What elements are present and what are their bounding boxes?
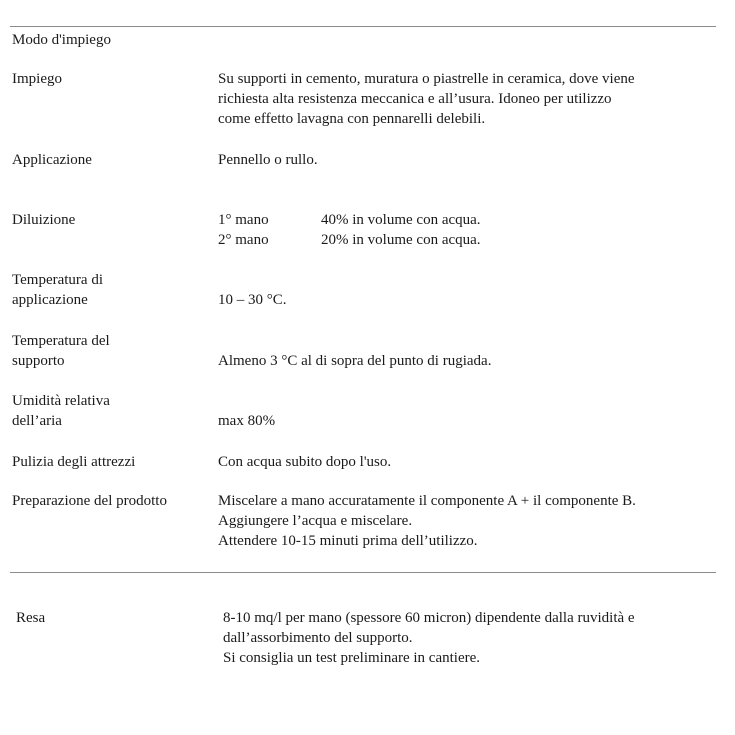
dilution-ratio: 20% in volume con acqua. — [321, 232, 481, 248]
spec-value — [223, 608, 723, 668]
label-line: Temperatura di — [12, 272, 103, 288]
spec-value: Pennello o rullo. — [218, 152, 318, 168]
label-line: applicazione — [12, 292, 88, 308]
spec-value: max 80% — [218, 413, 276, 429]
spec-label: Pulizia degli attrezzi — [12, 454, 136, 470]
spec-value: Con acqua subito dopo l'uso. — [218, 454, 392, 470]
spec-value: 10 – 30 °C. — [218, 292, 287, 308]
label-line: Umidità relativa — [12, 393, 110, 409]
dilution-line — [218, 230, 718, 250]
spec-value: Almeno 3 °C al di sopra del punto di rugiada. — [218, 353, 492, 369]
dilution-ratio: 40% in volume con acqua. — [321, 212, 481, 228]
dilution-line — [218, 210, 718, 230]
spec-label: Impiego — [12, 71, 62, 87]
value-line: richiesta alta resistenza meccanica e all’usura. Idoneo per utilizzo — [218, 91, 612, 107]
dilution-coat: 1° mano — [218, 212, 269, 228]
spec-value — [218, 210, 718, 250]
dilution-coat: 2° mano — [218, 232, 269, 248]
spec-label: Applicazione — [12, 152, 92, 168]
section-divider — [10, 572, 716, 573]
label-line: supporto — [12, 353, 65, 369]
value-line: Si consiglia un test preliminare in cantiere. — [223, 650, 481, 666]
spec-label — [12, 270, 208, 310]
spec-label: Preparazione del prodotto — [12, 493, 167, 509]
spec-value — [218, 491, 718, 551]
spec-value — [218, 69, 718, 129]
spec-label: Diluizione — [12, 212, 76, 228]
label-line: Temperatura del — [12, 333, 110, 349]
value-line: Su supporti in cemento, muratura o piastrelle in ceramica, dove viene — [218, 71, 635, 87]
value-line: Attendere 10-15 minuti prima dell’utilizzo. — [218, 533, 478, 549]
spec-label — [12, 391, 208, 431]
value-line: Aggiungere l’acqua e miscelare. — [218, 513, 413, 529]
section-title: Modo d'impiego — [12, 32, 111, 48]
top-divider — [10, 26, 716, 27]
spec-label: Resa — [16, 610, 46, 626]
value-line: Miscelare a mano accuratamente il componente A + il componente B. — [218, 493, 636, 509]
value-line: 8-10 mq/l per mano (spessore 60 micron) dipendente dalla ruvidità e — [223, 610, 635, 626]
value-line: come effetto lavagna con pennarelli delebili. — [218, 111, 486, 127]
spec-label — [12, 331, 208, 371]
label-line: dell’aria — [12, 413, 62, 429]
value-line: dall’assorbimento del supporto. — [223, 630, 413, 646]
